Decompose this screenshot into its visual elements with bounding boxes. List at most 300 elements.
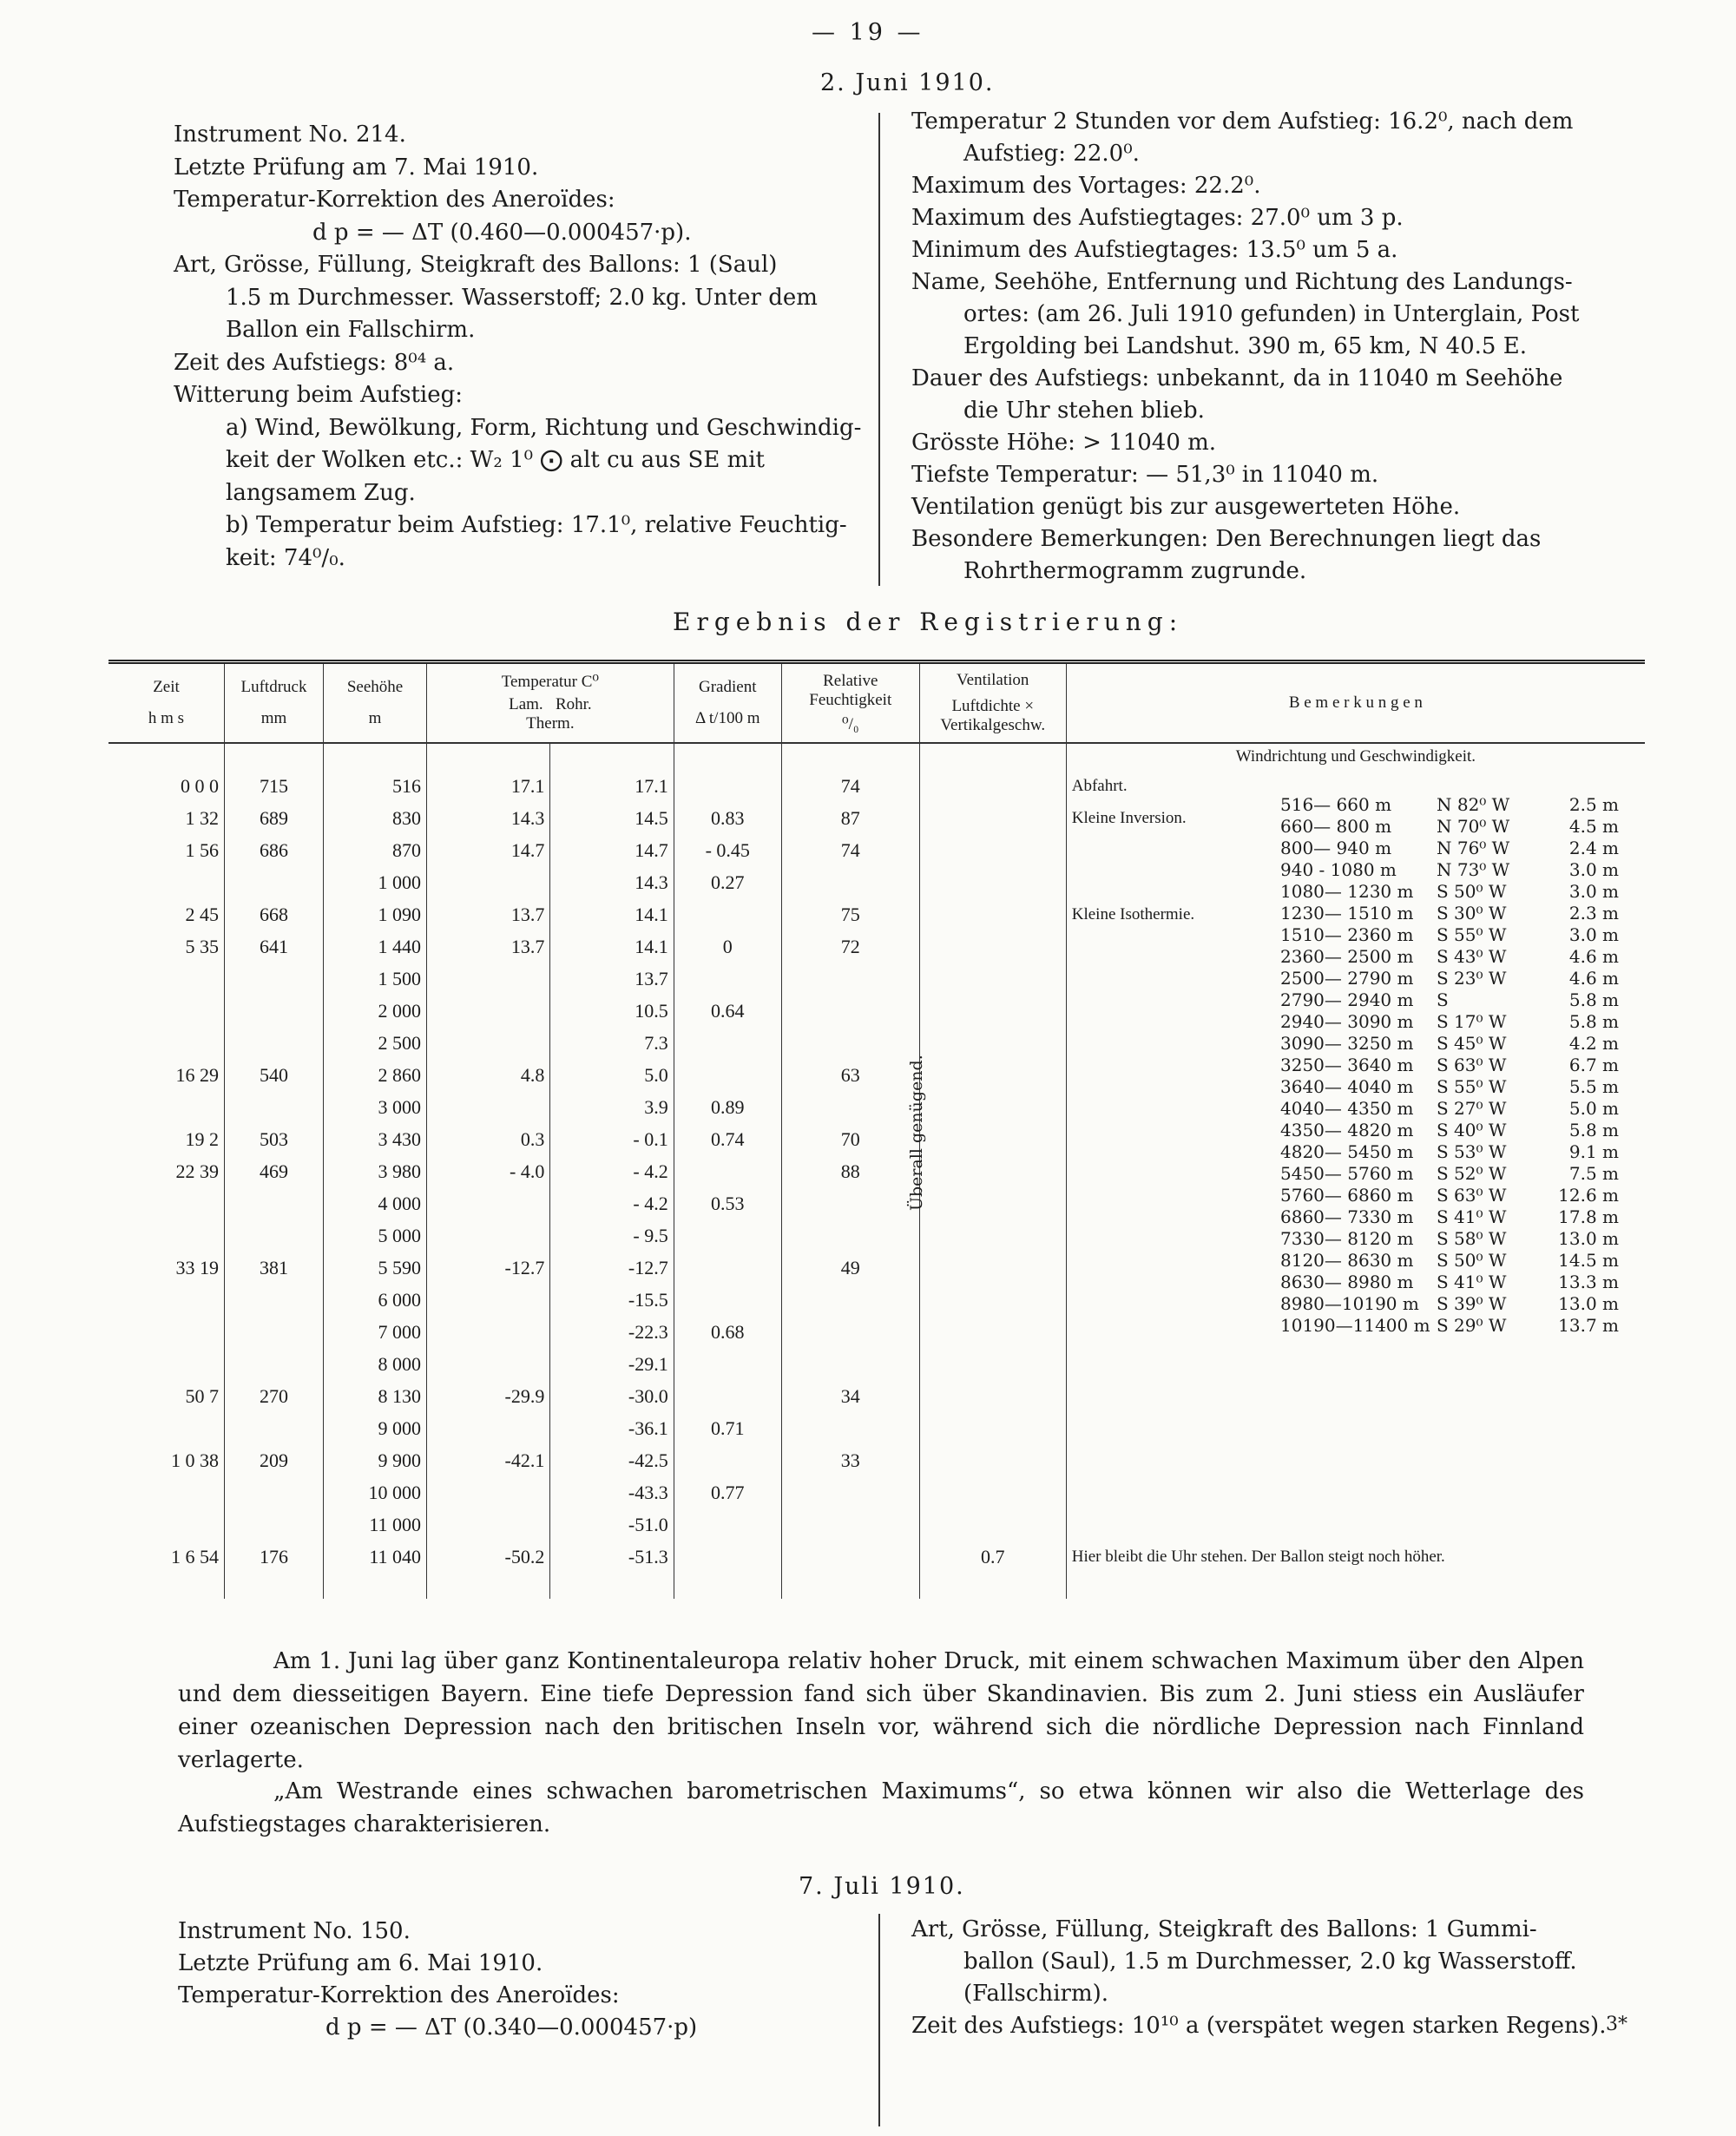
wind-direction: N 82⁰ W [1437,794,1510,815]
cell-hoehe: 5 590 [324,1252,427,1284]
cell-lam: - 4.0 [427,1155,550,1187]
text-line: a) Wind, Bewölkung, Form, Richtung und Geschwindig- [226,414,862,441]
wind-direction: S 39⁰ W [1437,1293,1507,1314]
empty-cell [427,1573,550,1599]
cell-note: Kleine Isothermie. [1071,904,1195,923]
cell-rohr: 13.7 [550,963,674,995]
wind-direction: N 76⁰ W [1437,838,1510,858]
empty-cell [781,1573,919,1599]
cell-rohr: 10.5 [550,995,674,1027]
wind-speed: 9.1 m [1568,1141,1619,1162]
cell-rohr: 14.7 [550,834,674,866]
cell-zeit: 5 35 [108,930,225,963]
wind-direction: S 40⁰ W [1437,1120,1507,1140]
text-line: Instrument No. 150. [178,1918,411,1944]
column-divider [878,113,880,586]
cell-hoehe: 4 000 [324,1187,427,1219]
text-line: Maximum des Vortages: 22.2⁰. [911,173,1261,199]
cell-vent [919,1380,1066,1412]
cell-rohr: - 4.2 [550,1155,674,1187]
table-row [108,1508,1645,1541]
text-line: Grösste Höhe: > 11040 m. [911,430,1217,456]
cell-druck: 270 [225,1380,324,1412]
empty-cell [674,1573,781,1599]
cell-grad [674,1219,781,1252]
cell-lam: -12.7 [427,1252,550,1284]
cell-lam: -50.2 [427,1541,550,1573]
cell-vent [919,770,1066,802]
cell-grad: - 0.45 [674,834,781,866]
wind-speed: 13.0 m [1558,1228,1619,1249]
cell-druck [225,963,324,995]
wind-speed: 17.8 m [1558,1206,1619,1227]
cell-note [1066,1348,1645,1380]
wind-speed: 4.5 m [1568,816,1619,837]
cell-grad: 0.71 [674,1412,781,1444]
text-line: Zeit des Aufstiegs: 8⁰⁴ a. [174,349,455,376]
cell-rohr: -42.5 [550,1444,674,1476]
wind-speed: 7.5 m [1568,1163,1619,1184]
cell-rohr: -51.3 [550,1541,674,1573]
cell-lam [427,1027,550,1059]
cell-druck: 176 [225,1541,324,1573]
cell-rf: 72 [781,930,919,963]
cell-hoehe: 7 000 [324,1316,427,1348]
empty-cell [225,743,324,770]
cell-hoehe: 9 000 [324,1412,427,1444]
cell-rf: 49 [781,1252,919,1284]
wind-range: 2790— 2940 m [1280,989,1414,1010]
wind-header-row [108,743,1645,770]
column-divider-2 [878,1914,880,2126]
cell-lam [427,1412,550,1444]
cell-druck: 503 [225,1123,324,1155]
cell-lam [427,1219,550,1252]
cell-lam: 13.7 [427,898,550,930]
empty-cell [919,1573,1066,1599]
cell-vent [919,1155,1066,1187]
header-feuchte-label: Relative Feuchtigkeit [809,672,892,709]
cell-druck: 668 [225,898,324,930]
wind-speed: 2.4 m [1568,838,1619,858]
wind-direction: N 70⁰ W [1437,816,1510,837]
cell-rf: 34 [781,1380,919,1412]
wind-direction: S 52⁰ W [1437,1163,1507,1184]
text-line: Letzte Prüfung am 7. Mai 1910. [174,154,539,181]
cell-grad [674,1348,781,1380]
empty-cell [919,743,1066,770]
cell-hoehe: 8 000 [324,1348,427,1380]
wind-header: Windrichtung und Geschwindigkeit. [1235,747,1476,766]
cell-grad [674,1541,781,1573]
cell-druck: 641 [225,930,324,963]
cell-rohr: - 4.2 [550,1187,674,1219]
cell-zeit [108,1348,225,1380]
wind-speed: 6.7 m [1568,1055,1619,1075]
cell-vent [919,834,1066,866]
cell-zeit: 50 7 [108,1380,225,1412]
cell-rf [781,1316,919,1348]
cell-note [1066,1380,1645,1412]
cell-grad: 0.68 [674,1316,781,1348]
wind-range: 940 - 1080 m [1280,859,1397,880]
wind-direction: S 55⁰ W [1437,1076,1507,1097]
cell-hoehe: 1 500 [324,963,427,995]
cell-druck: 381 [225,1252,324,1284]
cell-lam [427,1476,550,1508]
cell-hoehe: 9 900 [324,1444,427,1476]
wind-range: 2940— 3090 m [1280,1011,1414,1032]
text-line: keit: 74⁰/₀. [226,544,345,571]
text-line: Zeit des Aufstiegs: 10¹⁰ a (verspätet wegen starken Regens). [911,2013,1607,2039]
wind-range: 1080— 1230 m [1280,881,1414,902]
text-line: d p = — ΔT (0.460—0.000457·p). [312,219,692,246]
cell-vent [919,1123,1066,1155]
cell-vent [919,1059,1066,1091]
header-bemerkungen [1066,662,1645,744]
wind-range: 4040— 4350 m [1280,1098,1414,1119]
cell-rf [781,995,919,1027]
empty-cell [550,1573,674,1599]
wind-direction: N 73⁰ W [1437,859,1510,880]
cell-zeit [108,995,225,1027]
wind-range: 8980—10190 m [1280,1293,1419,1314]
wind-direction: S 50⁰ W [1437,881,1507,902]
cell-rohr: -29.1 [550,1348,674,1380]
wind-range: 1510— 2360 m [1280,924,1414,945]
cell-grad [674,898,781,930]
table-spacer-row [108,1573,1645,1599]
cell-druck [225,1476,324,1508]
section2-date: 7. Juli 1910. [799,1873,965,1900]
text-line: Temperatur-Korrektion des Aneroïdes: [178,1982,620,2008]
cell-rohr: 5.0 [550,1059,674,1091]
wind-speed: 2.3 m [1568,903,1619,923]
wind-direction: S 23⁰ W [1437,968,1507,989]
wind-speed: 13.3 m [1558,1272,1619,1292]
cell-druck: 540 [225,1059,324,1091]
cell-lam [427,1091,550,1123]
cell-rf [781,1284,919,1316]
cell-vent [919,1348,1066,1380]
cell-hoehe: 2 500 [324,1027,427,1059]
header-lam: Lam. [509,695,543,713]
wind-speed: 5.8 m [1568,1120,1619,1140]
cell-vent [919,1219,1066,1252]
table-row [108,1541,1645,1573]
cell-vent [919,1444,1066,1476]
cell-lam [427,1187,550,1219]
cell-hoehe: 516 [324,770,427,802]
cell-druck: 715 [225,770,324,802]
cell-vent [919,1476,1066,1508]
cell-rf [781,1348,919,1380]
cell-rf: 70 [781,1123,919,1155]
cell-rohr: -30.0 [550,1380,674,1412]
text-line: Rohrthermogramm zugrunde. [963,558,1307,584]
text-line: Instrument No. 214. [174,122,406,148]
cell-vent [919,1284,1066,1316]
wind-direction: S 50⁰ W [1437,1250,1507,1271]
cell-hoehe: 2 000 [324,995,427,1027]
cell-druck [225,995,324,1027]
wind-speed: 5.0 m [1568,1098,1619,1119]
text-line: langsamem Zug. [226,479,416,506]
cell-hoehe: 8 130 [324,1380,427,1412]
cell-lam: 4.8 [427,1059,550,1091]
cell-lam: 0.3 [427,1123,550,1155]
cell-druck [225,1412,324,1444]
header-rohr: Rohr. [555,695,592,713]
cell-druck: 689 [225,802,324,834]
text-line: Art, Grösse, Füllung, Steigkraft des Ballons: 1 (Saul) [174,252,778,278]
header-zeit-label: Zeit [153,678,180,696]
cell-vent [919,802,1066,834]
cell-lam [427,1508,550,1541]
wind-direction: S 29⁰ W [1437,1315,1507,1336]
header-ventilation-sub: Luftdichte × Vertikalgeschw. [940,697,1046,734]
header-gradient-unit: Δ t/100 m [694,709,760,727]
cell-lam [427,963,550,995]
header-zeit-unit: h m s [148,709,185,727]
signature-mark: 3* [1606,2014,1628,2035]
text-line: ballon (Saul), 1.5 m Durchmesser, 2.0 kg Wasserstoff. [963,1949,1577,1975]
text-line: Minimum des Aufstiegtages: 13.5⁰ um 5 a. [911,237,1398,263]
text-line: ortes: (am 26. Juli 1910 gefunden) in Unterglain, Post [963,301,1580,327]
wind-direction: S 27⁰ W [1437,1098,1507,1119]
cell-rf [781,1027,919,1059]
empty-cell [674,743,781,770]
wind-range: 5760— 6860 m [1280,1185,1414,1206]
cell-note [1066,1444,1645,1476]
cell-zeit [108,1091,225,1123]
wind-speed: 14.5 m [1558,1250,1619,1271]
cell-rohr: 14.3 [550,866,674,898]
cell-note: Kleine Inversion. [1071,808,1187,827]
text-line: Besondere Bemerkungen: Den Berechnungen liegt das [911,526,1542,552]
cell-rohr: - 0.1 [550,1123,674,1155]
cell-rohr: -43.3 [550,1476,674,1508]
cell-grad [674,1252,781,1284]
cell-druck [225,1348,324,1380]
wind-direction: S 55⁰ W [1437,924,1507,945]
cell-zeit: 1 56 [108,834,225,866]
text-line: Name, Seehöhe, Entfernung und Richtung des Landungs- [911,269,1573,295]
cell-druck [225,1187,324,1219]
cell-grad: 0.74 [674,1123,781,1155]
cell-vent [919,866,1066,898]
text-line: Tiefste Temperatur: — 51,3⁰ in 11040 m. [911,462,1379,488]
cell-hoehe: 1 440 [324,930,427,963]
wind-direction: S 41⁰ W [1437,1206,1507,1227]
cell-druck [225,866,324,898]
text-line: die Uhr stehen blieb. [963,398,1205,424]
cell-lam: -42.1 [427,1444,550,1476]
cell-druck [225,1027,324,1059]
cell-hoehe: 3 430 [324,1123,427,1155]
table-row [108,1444,1645,1476]
cell-grad: 0.83 [674,802,781,834]
cell-rf: 88 [781,1155,919,1187]
cell-hoehe: 3 000 [324,1091,427,1123]
cell-rohr: 7.3 [550,1027,674,1059]
empty-cell [225,1573,324,1599]
cell-grad [674,770,781,802]
cell-lam [427,866,550,898]
wind-range: 5450— 5760 m [1280,1163,1414,1184]
cell-lam [427,1284,550,1316]
cell-rf: 75 [781,898,919,930]
header-bemerkungen-label: B e m e r k u n g e n [1288,693,1423,712]
cell-vent: 0.7 [919,1541,1066,1573]
cell-zeit [108,1476,225,1508]
wind-speed: 2.5 m [1568,794,1619,815]
header-gradient [674,662,781,744]
cell-rohr: -15.5 [550,1284,674,1316]
wind-range: 2500— 2790 m [1280,968,1414,989]
cell-rf: 74 [781,834,919,866]
wind-speed: 12.6 m [1558,1185,1619,1206]
text-line: keit der Wolken etc.: W₂ 1⁰ ⨀ alt cu aus SE mit [226,447,765,473]
wind-range: 6860— 7330 m [1280,1206,1414,1227]
header-seehoehe-unit: m [368,709,382,727]
cell-rohr: 17.1 [550,770,674,802]
wind-speed: 3.0 m [1568,881,1619,902]
header-temperatur [427,662,674,744]
cell-grad [674,1444,781,1476]
page-number: — 19 — [812,19,924,46]
text-line: Art, Grösse, Füllung, Steigkraft des Ballons: 1 Gummi- [911,1916,1537,1942]
cell-note [1066,1508,1645,1541]
cell-grad: 0.77 [674,1476,781,1508]
cell-rf [781,1187,919,1219]
cell-rf [781,1476,919,1508]
cell-lam: 14.3 [427,802,550,834]
wind-list [1280,794,1619,1336]
wind-speed: 3.0 m [1568,924,1619,945]
empty-cell [427,743,550,770]
cell-rohr: -36.1 [550,1412,674,1444]
cell-hoehe: 830 [324,802,427,834]
wind-speed: 3.0 m [1568,859,1619,880]
cell-grad [674,1284,781,1316]
cell-zeit: 1 6 54 [108,1541,225,1573]
text-line: Maximum des Aufstiegtages: 27.0⁰ um 3 p. [911,205,1404,231]
cell-hoehe: 6 000 [324,1284,427,1316]
cell-grad [674,1027,781,1059]
cell-zeit [108,1187,225,1219]
wind-direction: S 41⁰ W [1437,1272,1507,1292]
text-line: Ballon ein Fallschirm. [226,317,476,343]
cell-grad [674,963,781,995]
cell-druck [225,1316,324,1348]
cell-zeit: 19 2 [108,1123,225,1155]
wind-speed: 5.5 m [1568,1076,1619,1097]
cell-hoehe: 2 860 [324,1059,427,1091]
table-row [108,1476,1645,1508]
cell-hoehe: 3 980 [324,1155,427,1187]
cell-vent [919,1027,1066,1059]
table-row [108,1348,1645,1380]
header-ventilation [919,662,1066,744]
cell-rohr: 14.5 [550,802,674,834]
cell-lam: 13.7 [427,930,550,963]
cell-rf [781,963,919,995]
wind-speed: 5.8 m [1568,989,1619,1010]
cell-zeit: 16 29 [108,1059,225,1091]
cell-druck [225,1091,324,1123]
header-feuchte-unit: ⁰/₀ [841,715,859,733]
wind-range: 1230— 1510 m [1280,903,1414,923]
cell-zeit: 1 32 [108,802,225,834]
empty-cell [781,743,919,770]
wind-direction: S [1437,989,1449,1010]
table-row [108,1412,1645,1444]
cell-note: Abfahrt. [1071,776,1128,795]
wind-speed: 4.6 m [1568,946,1619,967]
cell-vent [919,1187,1066,1219]
wind-speed: 13.7 m [1558,1315,1619,1336]
cell-rf: 63 [781,1059,919,1091]
cell-lam: 17.1 [427,770,550,802]
cell-vent [919,898,1066,930]
empty-cell [1066,1573,1645,1599]
wind-range: 800— 940 m [1280,838,1392,858]
text-line: 1.5 m Durchmesser. Wasserstoff; 2.0 kg. Unter dem [226,284,818,311]
cell-grad [674,1380,781,1412]
header-ventilation-label: Ventilation [957,671,1029,689]
table-header-row [108,662,1645,744]
cell-grad: 0 [674,930,781,963]
text-line: Witterung beim Aufstieg: [174,382,463,408]
cell-vent [919,1412,1066,1444]
cell-zeit: 22 39 [108,1155,225,1187]
header-therm: Therm. [526,714,575,733]
text-line: Ergolding bei Landshut. 390 m, 65 km, N 40.5 E. [963,333,1527,359]
cell-hoehe: 1 090 [324,898,427,930]
cell-rf: 74 [781,770,919,802]
cell-zeit: 1 0 38 [108,1444,225,1476]
cell-lam: -29.9 [427,1380,550,1412]
cell-druck [225,1219,324,1252]
paragraph-2: „Am Westrande eines schwachen barometrischen Maximums“, so etwa können wir also die Wetterlage des Aufstiegstages charakterisieren. [178,1778,1584,1837]
cell-grad [674,1059,781,1091]
text-line: Dauer des Aufstiegs: unbekannt, da in 11040 m Seehöhe [911,365,1563,391]
cell-rf [781,866,919,898]
cell-rohr: - 9.5 [550,1219,674,1252]
wind-speed: 13.0 m [1558,1293,1619,1314]
wind-range: 8630— 8980 m [1280,1272,1414,1292]
cell-zeit [108,1412,225,1444]
ventilation-note: Überall genügend. [907,1055,926,1211]
cell-vent [919,995,1066,1027]
cell-grad: 0.64 [674,995,781,1027]
cell-grad: 0.27 [674,866,781,898]
cell-vent [919,963,1066,995]
cell-hoehe: 10 000 [324,1476,427,1508]
cell-rf [781,1412,919,1444]
cell-zeit: 0 0 0 [108,770,225,802]
cell-hoehe: 870 [324,834,427,866]
wind-range: 10190—11400 m [1280,1315,1430,1336]
wind-range: 3250— 3640 m [1280,1055,1414,1075]
cell-druck: 209 [225,1444,324,1476]
cell-lam [427,1348,550,1380]
text-line: Letzte Prüfung am 6. Mai 1910. [178,1950,543,1976]
section-date: 2. Juni 1910. [820,69,995,96]
cell-note [1066,1476,1645,1508]
cell-rf [781,1541,919,1573]
